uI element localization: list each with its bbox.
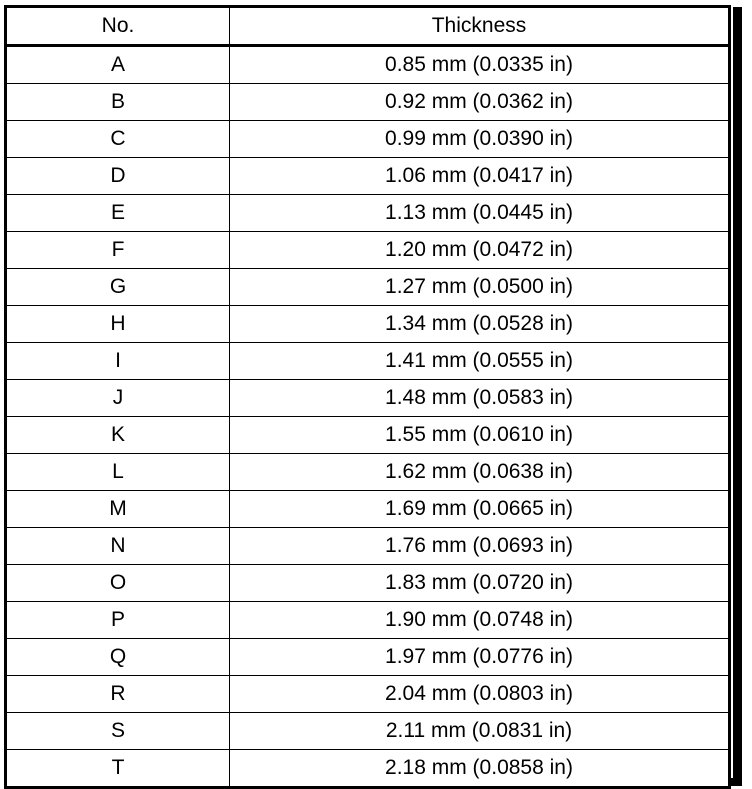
cell-no: I: [6, 343, 230, 380]
cell-thickness: 1.34 mm (0.0528 in): [230, 306, 730, 343]
cell-no: F: [6, 232, 230, 269]
table-row: [6, 158, 730, 195]
cell-no: D: [6, 158, 230, 195]
cell-thickness: 2.11 mm (0.0831 in): [230, 713, 730, 750]
cell-no: R: [6, 676, 230, 713]
cell-thickness: 2.18 mm (0.0858 in): [230, 750, 730, 788]
cell-thickness: 0.99 mm (0.0390 in): [230, 121, 730, 158]
header-thickness: Thickness: [230, 7, 730, 46]
table-row: [6, 232, 730, 269]
table-row: [6, 269, 730, 306]
table-row: [6, 417, 730, 454]
cell-no: J: [6, 380, 230, 417]
table-row: [6, 602, 730, 639]
cell-no: H: [6, 306, 230, 343]
header-row: [6, 7, 730, 46]
cell-no: N: [6, 528, 230, 565]
cell-no: G: [6, 269, 230, 306]
cell-thickness: 1.90 mm (0.0748 in): [230, 602, 730, 639]
cell-thickness: 1.55 mm (0.0610 in): [230, 417, 730, 454]
table-header: [6, 7, 730, 46]
cell-thickness: 1.97 mm (0.0776 in): [230, 639, 730, 676]
table-row: [6, 750, 730, 788]
table-shadow-right: [733, 7, 742, 785]
cell-thickness: 0.92 mm (0.0362 in): [230, 84, 730, 121]
cell-thickness: 1.83 mm (0.0720 in): [230, 565, 730, 602]
cell-no: M: [6, 491, 230, 528]
cell-thickness: 1.62 mm (0.0638 in): [230, 454, 730, 491]
table-row: [6, 195, 730, 232]
table-row: [6, 343, 730, 380]
cell-thickness: 2.04 mm (0.0803 in): [230, 676, 730, 713]
cell-thickness: 1.76 mm (0.0693 in): [230, 528, 730, 565]
cell-no: T: [6, 750, 230, 788]
thickness-table: [4, 5, 731, 789]
table-row: [6, 380, 730, 417]
cell-no: B: [6, 84, 230, 121]
table-row: [6, 491, 730, 528]
cell-thickness: 1.06 mm (0.0417 in): [230, 158, 730, 195]
table-row: [6, 528, 730, 565]
cell-no: O: [6, 565, 230, 602]
header-no: No.: [6, 7, 230, 46]
cell-no: A: [6, 46, 230, 84]
table-body: [6, 46, 730, 788]
cell-thickness: 1.27 mm (0.0500 in): [230, 269, 730, 306]
table-row: [6, 713, 730, 750]
table-row: [6, 306, 730, 343]
cell-no: Q: [6, 639, 230, 676]
table-row: [6, 676, 730, 713]
table-row: [6, 454, 730, 491]
cell-no: L: [6, 454, 230, 491]
table-row: [6, 121, 730, 158]
cell-thickness: 1.13 mm (0.0445 in): [230, 195, 730, 232]
cell-thickness: 0.85 mm (0.0335 in): [230, 46, 730, 84]
cell-no: S: [6, 713, 230, 750]
cell-thickness: 1.48 mm (0.0583 in): [230, 380, 730, 417]
cell-no: P: [6, 602, 230, 639]
table-row: [6, 639, 730, 676]
cell-thickness: 1.20 mm (0.0472 in): [230, 232, 730, 269]
table-row: [6, 565, 730, 602]
cell-thickness: 1.69 mm (0.0665 in): [230, 491, 730, 528]
cell-thickness: 1.41 mm (0.0555 in): [230, 343, 730, 380]
cell-no: E: [6, 195, 230, 232]
cell-no: K: [6, 417, 230, 454]
cell-no: C: [6, 121, 230, 158]
table-row: [6, 84, 730, 121]
table-row: [6, 46, 730, 84]
